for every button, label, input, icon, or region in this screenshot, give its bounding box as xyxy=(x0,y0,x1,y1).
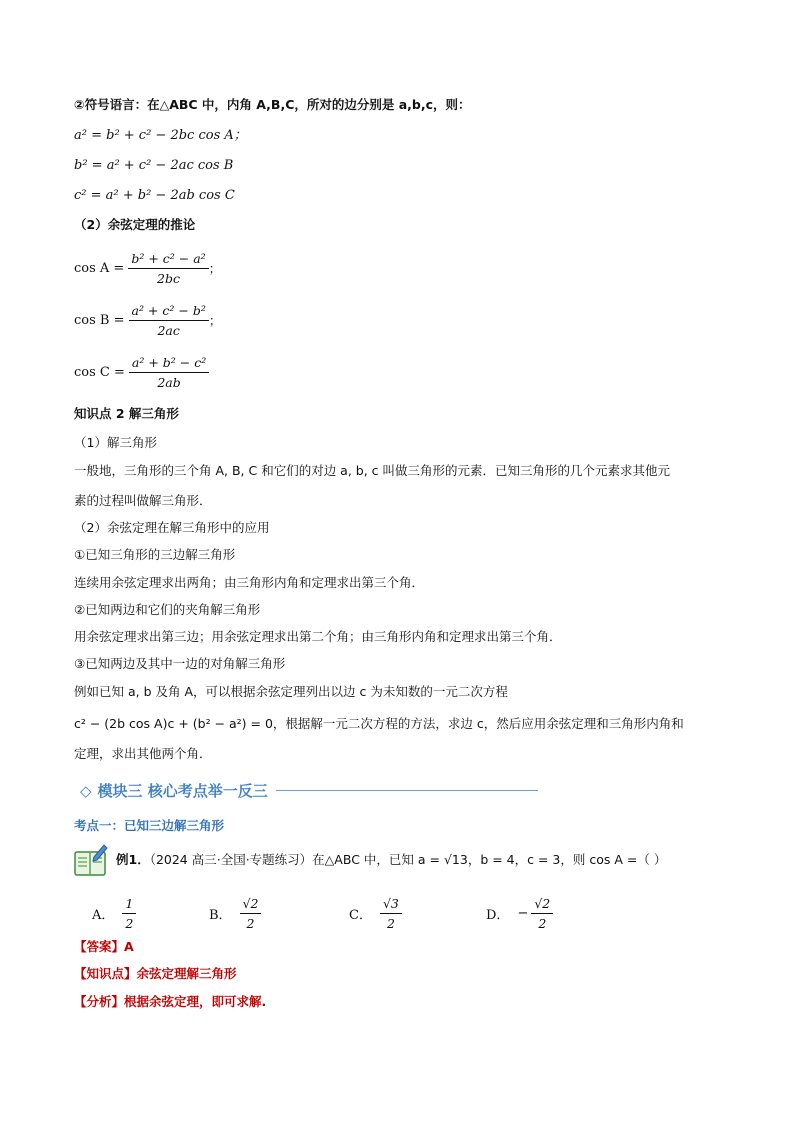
choice-d-denominator: 2 xyxy=(538,916,547,931)
choice-c-denominator: 2 xyxy=(386,916,395,931)
formula-cosC-denominator: 2ab xyxy=(157,374,181,390)
choice-b-fraction xyxy=(240,896,262,931)
choice-b-numerator: √2 xyxy=(240,896,262,914)
choice-a-denominator: 2 xyxy=(125,916,134,931)
choice-c-fraction xyxy=(380,896,402,931)
corollary-heading: （2）余弦定理的推论 xyxy=(74,217,196,232)
choice-c[interactable] xyxy=(349,896,402,931)
example-text: （2024 高三·全国·专题练习）在△ABC 中，已知 a = √13，b = 4，c = 3，则 cos A =（ ） xyxy=(149,852,667,867)
formula-cosA-denominator: 2bc xyxy=(157,270,180,286)
kp2-case3-line2: c² − (2b cos A)c + (b² − a²) = 0，根据解一元二次方程的方法，求边 c，然后应用余弦定理和三角形内角和 xyxy=(74,716,684,731)
formula-cosB-denominator: 2ac xyxy=(157,322,180,338)
analysis-tag: 【分析】 xyxy=(74,994,125,1009)
choice-d-numerator: √2 xyxy=(531,896,553,914)
example-label: 例1． xyxy=(116,852,150,867)
choice-b-label: B． xyxy=(209,908,232,923)
choice-b[interactable] xyxy=(209,896,261,931)
formula-cosA-fraction xyxy=(128,251,208,286)
kp1-title: 考点一：已知三边解三角形 xyxy=(74,818,225,833)
formula-cosA-tail: ； xyxy=(208,261,222,276)
equation-a: a² = b² + c² − 2bc cos A； xyxy=(74,128,247,143)
kp2-case1-text: 连续用余弦定理求出两角；由三角形内角和定理求出第三个角． xyxy=(74,575,425,590)
kp2-case3-line3: 定理，求出其他两个角． xyxy=(74,746,212,761)
choice-c-numerator: √3 xyxy=(380,896,402,914)
analysis-value: 根据余弦定理，即可求解. xyxy=(124,994,267,1009)
kp2-case2-text: 用余弦定理求出第三边；用余弦定理求出第二个角；由三角形内角和定理求出第三个角． xyxy=(74,629,562,644)
formula-cosA-numerator: b² + c² − a² xyxy=(128,251,208,269)
kp2-para1-line1: 一般地，三角形的三个角 A, B, C 和它们的对边 a, b, c 叫做三角形的元素．已知三角形的几个元素求其他元 xyxy=(74,463,671,478)
analysis-line xyxy=(74,993,266,1011)
book-pen-icon xyxy=(74,843,108,881)
choice-a[interactable] xyxy=(92,896,136,931)
choice-a-fraction xyxy=(122,896,136,931)
formula-cosB-lhs: cos B = xyxy=(74,312,125,328)
choice-d-fraction xyxy=(531,896,553,931)
module-title: 模块三 核心考点举一反三 xyxy=(97,782,268,800)
example-question xyxy=(116,851,666,869)
formula-cosA-lhs: cos A = xyxy=(74,260,125,276)
knowledge-point-tag: 【知识点】 xyxy=(74,966,137,981)
kp2-sub1: （1）解三角形 xyxy=(74,435,157,450)
module-divider xyxy=(276,790,538,791)
equation-b: b² = a² + c² − 2ac cos B xyxy=(74,158,234,173)
diamond-icon: ◇ xyxy=(80,781,92,800)
kp2-sub2: （2）余弦定理在解三角形中的应用 xyxy=(74,520,270,535)
choice-b-denominator: 2 xyxy=(246,916,255,931)
equation-c: c² = a² + b² − 2ab cos C xyxy=(74,188,235,203)
answer-tag: 【答案】 xyxy=(74,939,125,954)
formula-cosB-tail: ； xyxy=(208,313,222,328)
choice-d-sign: − xyxy=(517,906,529,921)
kp2-para1-line2: 素的过程叫做解三角形． xyxy=(74,493,212,508)
formula-cosB-numerator: a² + c² − b² xyxy=(129,303,209,321)
choice-d-label: D． xyxy=(486,908,510,923)
kp2-title: 知识点 2 解三角形 xyxy=(74,406,179,421)
kp2-case3-title: ③已知两边及其中一边的对角解三角形 xyxy=(74,656,286,671)
knowledge-point-value: 余弦定理解三角形 xyxy=(136,966,237,981)
formula-cosB-fraction xyxy=(129,303,209,338)
choice-c-label: C． xyxy=(349,908,372,923)
answer-value: A xyxy=(124,939,134,954)
choice-d[interactable] xyxy=(486,896,553,931)
kp2-case2-title: ②已知两边和它们的夹角解三角形 xyxy=(74,602,261,617)
formula-cosC-numerator: a² + b² − c² xyxy=(129,355,209,373)
kp2-case1-title: ①已知三角形的三边解三角形 xyxy=(74,547,236,562)
formula-cosA xyxy=(74,246,221,290)
choice-a-label: A． xyxy=(92,908,115,923)
formula-cosC xyxy=(74,350,209,394)
choice-a-numerator: 1 xyxy=(122,896,136,914)
answer-line xyxy=(74,938,134,956)
kp2-case3-line1: 例如已知 a, b 及角 A，可以根据余弦定理列出以边 c 为未知数的一元二次方程 xyxy=(74,684,508,699)
knowledge-point-line xyxy=(74,965,237,983)
law-intro: ②符号语言：在△ABC 中，内角 A,B,C，所对的边分别是 a,b,c，则： xyxy=(74,97,471,112)
formula-cosC-lhs: cos C = xyxy=(74,364,125,380)
formula-cosC-fraction xyxy=(129,355,209,390)
formula-cosB xyxy=(74,298,221,342)
module-heading xyxy=(80,780,538,801)
